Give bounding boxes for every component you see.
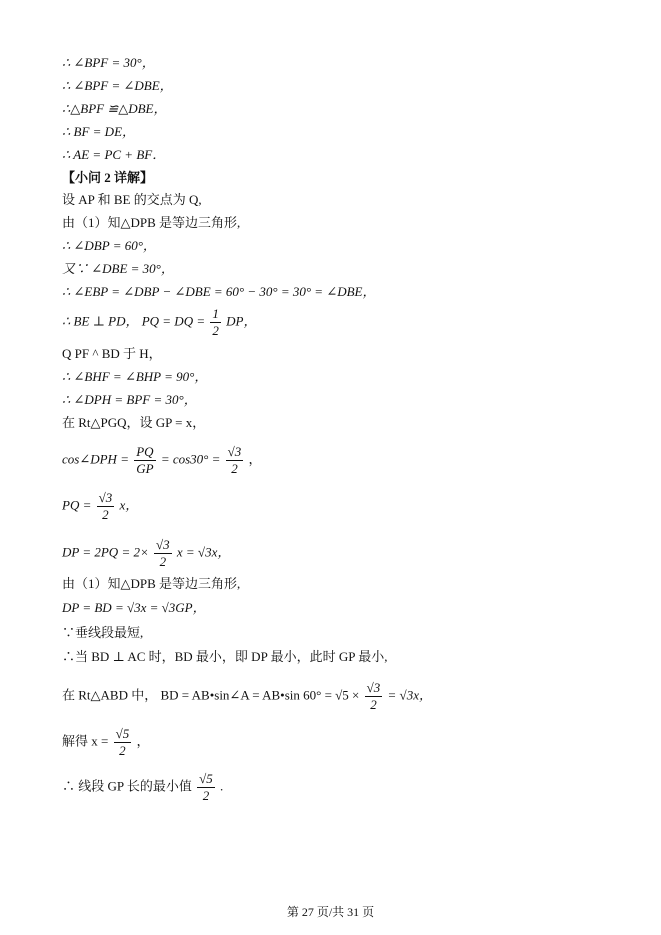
- line-3: ∴△BPF ≌△DBE，: [62, 101, 167, 116]
- fraction-sqrt3-2-d-den: 2: [370, 697, 377, 712]
- fraction-sqrt3-2-num: √3: [227, 444, 242, 459]
- line-26: [62, 771, 223, 804]
- line-18-tail: x，: [119, 497, 139, 513]
- line-13: Q PF ^ BD 于 H，: [62, 346, 162, 361]
- line-14: ∴ ∠BHF = ∠BHP = 90°，: [62, 369, 208, 384]
- line-16: 在 Rt△PGQ，设 GP = x，: [62, 415, 206, 430]
- line-21: DP = BD = √3x = √3GP，: [62, 600, 206, 615]
- line-24: [62, 680, 432, 713]
- line-20: 由（1）知△DPB 是等边三角形,: [62, 576, 241, 591]
- fraction-sqrt3-2-c-num: √3: [156, 537, 170, 552]
- fraction-sqrt3-2: [226, 444, 244, 477]
- line-25: [62, 726, 150, 759]
- fraction-half-num: 1: [212, 306, 219, 321]
- line-25-tail: ，: [136, 733, 150, 749]
- line-24-tail: = √3x，: [387, 687, 432, 703]
- line-22: ∵垂线段最短,: [62, 625, 144, 640]
- line-19: [62, 537, 230, 570]
- line-12-tail: DP，: [226, 313, 257, 329]
- line-9: ∴ ∠DBP = 60°，: [62, 238, 156, 253]
- line-15: ∴ ∠DPH = BPF = 30°，: [62, 392, 197, 407]
- line-12-main: ∴ BE ⊥ PD， PQ = DQ =: [62, 313, 206, 329]
- line-17-tail: ，: [248, 451, 262, 467]
- line-17-mid: = cos30° =: [160, 451, 221, 467]
- fraction-sqrt3-2-d-num: √3: [366, 680, 381, 695]
- line-1: ∴ ∠BPF = 30°，: [62, 55, 155, 70]
- fraction-sqrt3-2-b-num: √3: [98, 490, 113, 505]
- fraction-pq-gp: [134, 444, 155, 477]
- line-7: 设 AP 和 BE 的交点为 Q,: [62, 192, 202, 207]
- fraction-pq-gp-den: GP: [136, 461, 154, 476]
- fraction-sqrt5-2-b-den: 2: [202, 788, 210, 803]
- line-23: ∴当 BD ⊥ AC 时，BD 最小，即 DP 最小，此时 GP 最小,: [62, 649, 388, 664]
- line-19-tail: x = √3x，: [176, 544, 231, 560]
- page-footer: 第 27 页/共 31 页: [286, 905, 375, 919]
- fraction-half-den: 2: [212, 323, 219, 338]
- line-24-lhs: 在 Rt△ABD 中， BD = AB•sin∠A = AB•sin 60° = √5 ×: [62, 687, 360, 703]
- fraction-sqrt3-2-b-den: 2: [102, 507, 109, 522]
- line-12: [62, 306, 256, 339]
- line-4: ∴ BF = DE，: [62, 124, 136, 139]
- line-26-tail: .: [220, 778, 224, 794]
- fraction-half: [210, 306, 221, 339]
- line-17-lhs: cos∠DPH =: [62, 451, 129, 467]
- line-25-lhs: 解得 x =: [62, 733, 109, 749]
- line-18: [62, 490, 138, 523]
- line-18-lhs: PQ =: [62, 497, 92, 513]
- line-26-lhs: ∴ 线段 GP 长的最小值: [62, 778, 192, 794]
- line-19-lhs: DP = 2PQ = 2×: [62, 544, 149, 560]
- fraction-sqrt3-2-d: [365, 680, 383, 713]
- fraction-sqrt5-2-b-num: √5: [199, 771, 213, 786]
- fraction-sqrt5-2-b: [197, 771, 215, 804]
- fraction-sqrt5-2-num: √5: [115, 726, 130, 741]
- line-17: [62, 444, 262, 477]
- line-11: ∴ ∠EBP = ∠DBP − ∠DBE = 60° − 30° = 30° = ∠DBE，: [62, 284, 376, 299]
- fraction-sqrt3-2-den: 2: [231, 461, 238, 476]
- section-heading: 【小问 2 详解】: [62, 170, 154, 185]
- fraction-sqrt3-2-b: [97, 490, 115, 523]
- line-10: 又∵ ∠DBE = 30°，: [62, 261, 174, 276]
- fraction-sqrt3-2-c-den: 2: [159, 554, 167, 569]
- fraction-sqrt5-2: [114, 726, 132, 759]
- line-5: ∴ AE = PC + BF．: [62, 147, 166, 162]
- fraction-pq-gp-num: PQ: [136, 444, 154, 459]
- line-8: 由（1）知△DPB 是等边三角形,: [62, 215, 241, 230]
- fraction-sqrt5-2-den: 2: [119, 743, 126, 758]
- line-2: ∴ ∠BPF = ∠DBE，: [62, 78, 173, 93]
- fraction-sqrt3-2-c: [154, 537, 172, 570]
